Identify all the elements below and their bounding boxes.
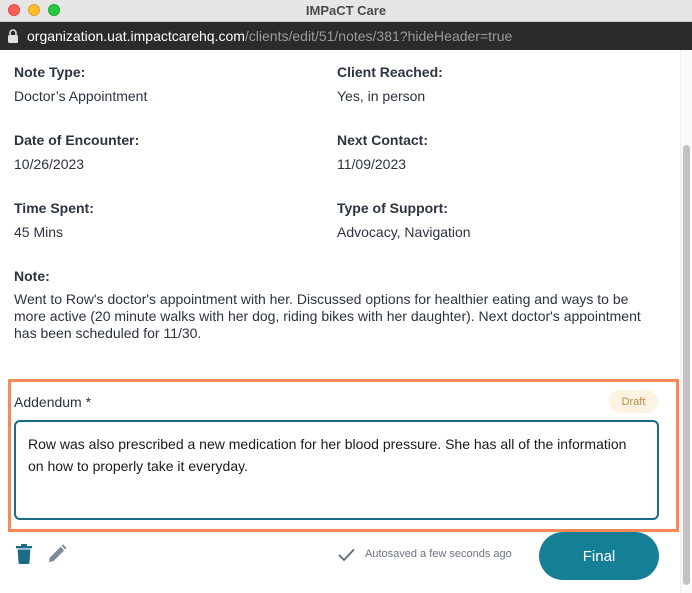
date-of-encounter-value: 10/26/2023 [14,156,85,172]
note-detail-panel [0,50,692,593]
note-label: Note: [14,268,50,284]
trash-icon[interactable] [16,544,32,564]
address-bar[interactable] [0,22,692,50]
autosave-status: Autosaved a few seconds ago [365,548,512,560]
time-spent-label: Time Spent: [14,200,94,216]
note-text: Went to Row's doctor's appointment with her. Discussed options for healthier eating and ways to be more active (20 minute walks with her dog, riding bikes with her daughter). Next doctor's appointment has been scheduled for 11/30. [14,291,641,341]
next-contact-value: 11/09/2023 [337,156,407,172]
addendum-label: Addendum * [14,394,92,410]
url-path: /clients/edit/51/notes/381?hideHeader=true [244,28,513,44]
date-of-encounter-label: Date of Encounter: [14,132,140,148]
type-of-support-value: Advocacy, Navigation [337,224,471,240]
lock-icon [7,29,19,43]
addendum-textarea[interactable]: Row was also prescribed a new medication for her blood pressure. She has all of the information on how to properly take it everyday. [14,420,659,520]
type-of-support-label: Type of Support: [337,200,448,216]
note-type-value: Doctor’s Appointment [14,88,148,104]
window-titlebar [0,0,692,22]
pencil-icon[interactable] [47,544,67,564]
page-url [27,28,512,44]
time-spent-value: 45 Mins [14,224,64,240]
url-host: organization.uat.impactcarehq.com [27,28,245,44]
next-contact-label: Next Contact: [337,132,429,148]
note-type-label: Note Type: [14,64,86,80]
scrollbar[interactable] [680,50,692,593]
check-icon [338,548,355,562]
final-button[interactable]: Final [539,532,659,580]
draft-status-badge: Draft [609,390,658,413]
client-reached-label: Client Reached: [337,64,443,80]
scrollbar-thumb[interactable] [683,145,690,585]
client-reached-value: Yes, in person [337,88,426,104]
window-title: IMPaCT Care [305,3,387,18]
